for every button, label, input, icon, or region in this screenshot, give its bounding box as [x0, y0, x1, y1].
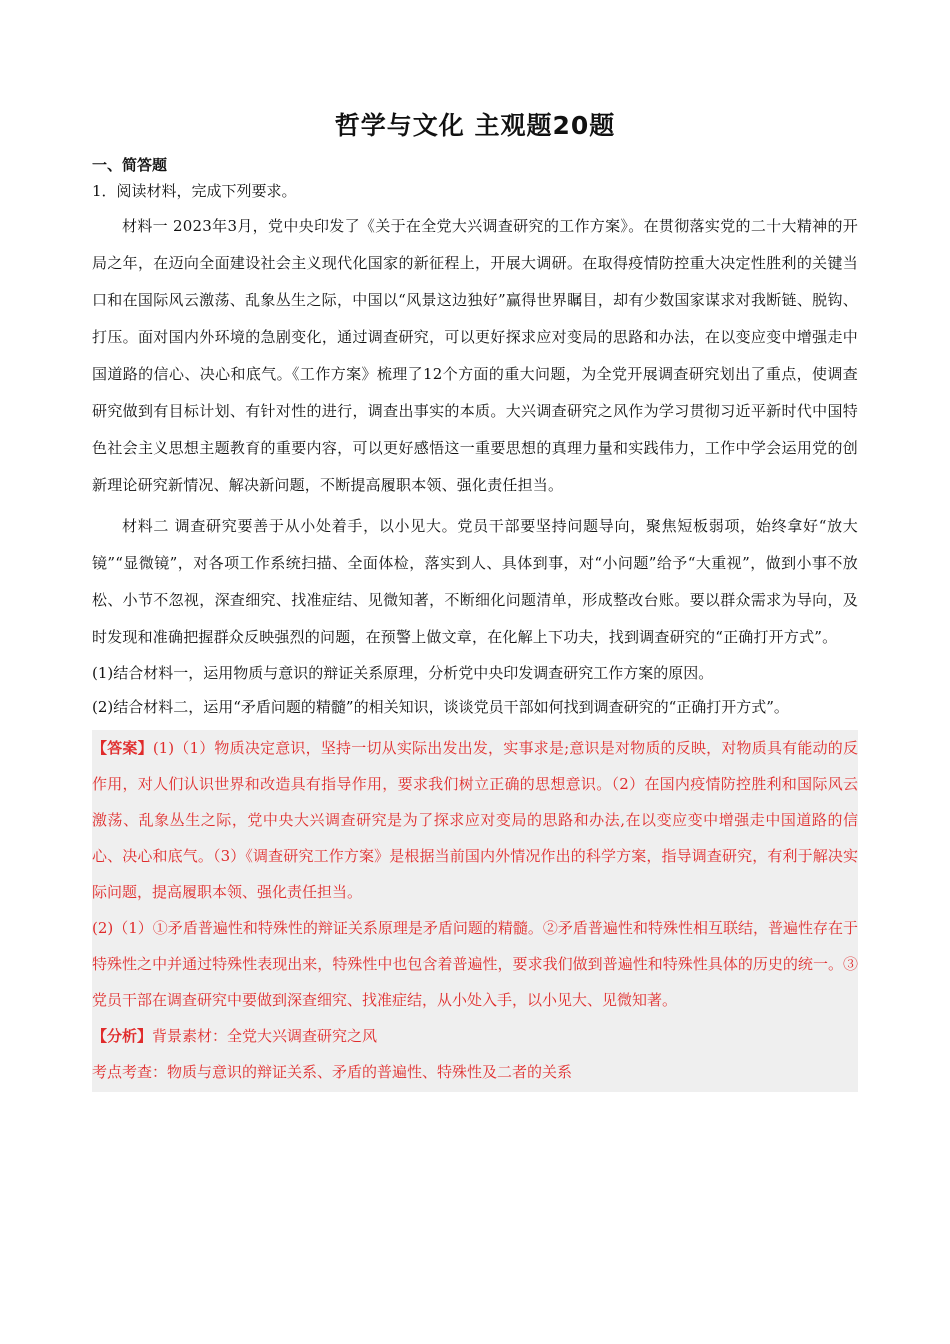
question-stem: 1．阅读材料，完成下列要求。 [92, 182, 297, 200]
sub-question-2: (2)结合材料二，运用“矛盾问题的精髓”的相关知识，谈谈党员干部如何找到调查研究的“正确打开方式”。 [92, 698, 789, 716]
answer-part-1-text: (1)（1）物质决定意识，坚持一切从实际出发出发，实事求是;意识是对物质的反映，对物质具有能动的反作用，对人们认识世界和改造具有指导作用，要求我们树立正确的思想意识。（2）在国内疫情防控胜利和国际风云激荡、乱象丛生之际，党中央大兴调查研究是为了探求应对变局的思路和办法,在以变应变中增强走中国道路的信心、决心和底气。（3）《调查研究工作方案》是根据当前国内外情况作出的科学方案，指导调查研究，有利于解决实际问题，提高履职本领、强化责任担当。 [92, 739, 858, 901]
page-title: 哲学与文化 主观题20题 [334, 111, 616, 140]
answer-label: 【答案】 [92, 739, 153, 757]
answer-part-1 [92, 730, 858, 910]
analysis-background-text: 背景素材：全党大兴调查研究之风 [152, 1027, 378, 1045]
analysis-background [92, 1018, 858, 1054]
answer-part-2: (2)（1）①矛盾普遍性和特殊性的辩证关系原理是矛盾问题的精髓。②矛盾普遍性和特殊性相互联结，普遍性存在于特殊性之中并通过特殊性表现出来，特殊性中也包含着普遍性，要求我们做到普遍性和特殊性具体的历史的统一。③党员干部在调查研究中要做到深查细究、找准症结，从小处入手，以小见大、见微知著。 [92, 919, 858, 1009]
section-heading: 一、简答题 [92, 156, 168, 174]
document-page [92, 106, 858, 1092]
answer-box [92, 730, 858, 1092]
material-two: 材料二 调查研究要善于从小处着手，以小见大。党员干部要坚持问题导向，聚焦短板弱项，始终拿好“放大镜”“显微镜”，对各项工作系统扫描、全面体检，落实到人、具体到事，对“小问题”给予“大重视”，做到小事不放松、小节不忽视，深查细究、找准症结、见微知著，不断细化问题清单，形成整改台账。要以群众需求为导向，及时发现和准确把握群众反映强烈的问题，在预警上做文章，在化解上下功夫，找到调查研究的“正确打开方式”。 [92, 517, 858, 646]
material-one: 材料一 2023年3月，党中央印发了《关于在全党大兴调查研究的工作方案》。在贯彻落实党的二十大精神的开局之年，在迈向全面建设社会主义现代化国家的新征程上，开展大调研。在取得疫情防控重大决定性胜利的关键当口和在国际风云激荡、乱象丛生之际，中国以“风景这边独好”赢得世界瞩目，却有少数国家谋求对我断链、脱钩、打压。面对国内外环境的急剧变化，通过调查研究，可以更好探求应对变局的思路和办法，在以变应变中增强走中国道路的信心、决心和底气。《工作方案》梳理了12个方面的重大问题，为全党开展调查研究划出了重点，使调查研究做到有目标计划、有针对性的进行，调查出事实的本质。大兴调查研究之风作为学习贯彻习近平新时代中国特色社会主义思想主题教育的重要内容，可以更好感悟这一重要思想的真理力量和实践伟力，工作中学会运用党的创新理论研究新情况、解决新问题，不断提高履职本领、强化责任担当。 [92, 217, 858, 494]
sub-question-1: (1)结合材料一，运用物质与意识的辩证关系原理，分析党中央印发调查研究工作方案的原因。 [92, 664, 714, 682]
analysis-label: 【分析】 [92, 1027, 153, 1045]
analysis-exam-points: 考点考查：物质与意识的辩证关系、矛盾的普遍性、特殊性及二者的关系 [92, 1063, 573, 1081]
